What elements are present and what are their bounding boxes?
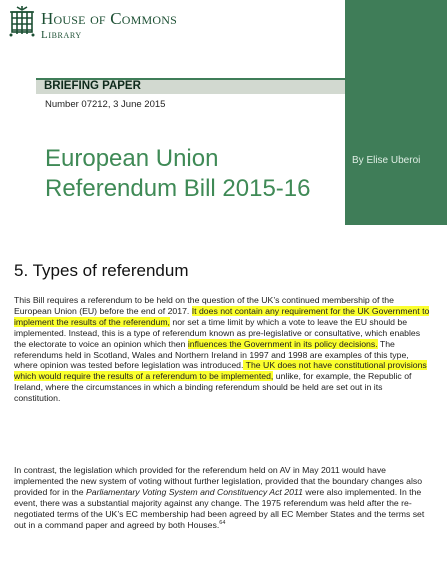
- footnote-marker: 64: [219, 519, 226, 526]
- highlighted-text: influences the Government in its policy decisions.: [187, 338, 378, 349]
- text-segment: unlike, for example, the Republic of Ireland, where the circumstances in which a binding referendum should be held are set out in its constitution.: [14, 371, 412, 404]
- org-sub: Library: [41, 29, 82, 41]
- text-segment: In contrast, the legislation which provided for the referendum held on AV in May 2011 would have implemented the new system of voting without further legislation, provided that the boundary changes also provided for in the: [14, 465, 423, 497]
- text-segment: nor set a time limit by which a vote to leave the EU should be implemented. Instead, this is a type of referendum known as pre-legislative or consultative, which enables the electorate to voice an opinion which then: [14, 316, 421, 349]
- logo: [8, 4, 338, 44]
- paragraph-2: [14, 465, 430, 530]
- document-title: [45, 144, 340, 204]
- briefing-bar: [36, 78, 345, 94]
- author-name: By Elise Uberoi: [352, 155, 421, 166]
- text-segment: This Bill requires a referendum to be held on the question of the UK’s continued membership of the European Union (EU) before the end of 2017.: [14, 295, 394, 316]
- text-segment: were also implemented. In the event, there was a substantial majority against any change. The 1975 referendum was held after the re-negotiated terms of the UK’s EC membership had been agreed by all EC Member States and the terms set out in a command paper and agreed by both Houses.: [14, 486, 425, 530]
- highlighted-text: It does not contain any requirement for the UK Government to implement the results of the referendum,: [14, 305, 430, 327]
- side-panel: [345, 0, 447, 225]
- section-heading: 5. Types of referendum: [14, 261, 189, 280]
- act-title: Parliamentary Voting System and Constituency Act 2011: [85, 486, 303, 497]
- title-line-1: European Union: [45, 145, 219, 172]
- highlighted-text: The UK does not have constitutional provisions which would require the results of a referendum to be implemented,: [14, 360, 427, 382]
- title-line-2: Referendum Bill 2015-16: [45, 175, 311, 202]
- paragraph-1: [14, 295, 430, 404]
- text-segment: The referendums held in Scotland, Wales and Northern Ireland in 1997 and 1998 are examples of this type, where opinion was tested before legislation was introduced.: [14, 338, 409, 371]
- briefing-label: BRIEFING PAPER: [44, 80, 141, 92]
- portcullis-icon: [8, 4, 36, 38]
- org-name: House of Commons: [41, 9, 178, 28]
- document-number: Number 07212, 3 June 2015: [45, 99, 166, 110]
